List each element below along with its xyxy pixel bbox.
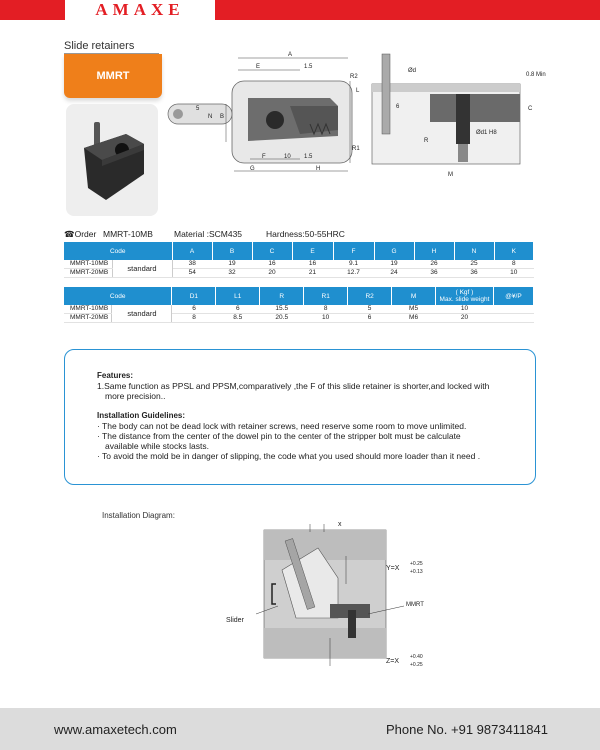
- guideline-line: available while stocks lasts.: [105, 441, 209, 451]
- brand-logo: AMAXE: [62, 0, 218, 20]
- svg-text:0.8 Min: 0.8 Min: [526, 72, 546, 78]
- svg-text:E: E: [256, 64, 261, 70]
- svg-text:F: F: [262, 154, 266, 160]
- guideline-line: · The body can not be dead lock with retainer screws, need reserve some room to move unlimited.: [97, 421, 467, 431]
- svg-text:N: N: [208, 114, 213, 120]
- table-header-row: Code A B C E F G H N K: [64, 242, 534, 260]
- website-link[interactable]: www.amaxetech.com: [54, 722, 177, 737]
- guideline-line: · The distance from the center of the dowel pin to the center of the stripper bolt must be calculate: [97, 431, 461, 441]
- installation-diagram: [226, 518, 456, 670]
- footer-bar: [0, 708, 600, 750]
- svg-text:C: C: [528, 106, 533, 112]
- order-code: MMRT-10MB: [103, 229, 153, 239]
- svg-text:H: H: [316, 166, 321, 172]
- product-tag: MMRT: [64, 54, 162, 98]
- feature-line: 1.Same function as PPSL and PPSM,comparatively ,the F of this slide retainer is shorter,and locked with: [97, 381, 490, 391]
- svg-text:Ød: Ød: [408, 68, 417, 74]
- order-label: ☎Order: [64, 229, 97, 239]
- table-header-row: Code D1 L1 R R1 R2 M ( Kgf ) Max. slide weight @¥/P: [64, 287, 534, 305]
- section-title: Slide retainers: [64, 40, 135, 52]
- guideline-line: · To avoid the mold be in danger of slipping, the code what you used should more loader than it need .: [97, 451, 481, 461]
- svg-text:R2: R2: [350, 74, 358, 80]
- svg-text:Slider: Slider: [226, 617, 244, 624]
- table-row: MMRT-20MB 54 32 20 21 12.7 24 36 36 10: [64, 269, 534, 278]
- svg-text:M: M: [448, 172, 453, 178]
- svg-text:MMRT: MMRT: [406, 602, 424, 608]
- features-box: [64, 349, 536, 485]
- material: Material :SCM435: [174, 229, 243, 239]
- spec-table-1: [64, 242, 534, 278]
- table-row: MMRT-10MB standard 38 19 16 16 9.1 19 26 25 8: [64, 260, 534, 269]
- svg-text:x: x: [338, 521, 342, 528]
- svg-text:1.5: 1.5: [304, 64, 313, 70]
- svg-text:10: 10: [284, 154, 291, 160]
- installation-diagram-label: Installation Diagram:: [102, 511, 175, 520]
- phone-number: Phone No. +91 9873411841: [385, 722, 548, 737]
- svg-text:R: R: [424, 138, 429, 144]
- svg-text:A: A: [288, 52, 293, 58]
- svg-text:Z=X: Z=X: [386, 658, 400, 665]
- svg-text:+0.25: +0.25: [410, 561, 423, 567]
- svg-text:G: G: [250, 166, 255, 172]
- table-row: MMRT-10MB standard 6 6 15.5 8 5 M5 10: [64, 305, 534, 314]
- svg-text:5: 5: [196, 106, 200, 112]
- feature-line: more precision..: [105, 391, 166, 401]
- product-photo: [66, 104, 158, 216]
- hardness: Hardness:50-55HRC: [266, 229, 345, 239]
- technical-drawing: [160, 46, 550, 226]
- svg-text:1.5: 1.5: [304, 154, 313, 160]
- table-row: MMRT-20MB 8 8.5 20.5 10 6 M6 20: [64, 314, 534, 323]
- features-title: Features:: [97, 371, 134, 380]
- svg-text:Y=X: Y=X: [386, 565, 400, 572]
- install-title: Installation Guidelines:: [97, 411, 186, 420]
- svg-text:+0.13: +0.13: [410, 569, 423, 575]
- svg-text:L: L: [356, 88, 360, 94]
- svg-text:Ød1 H8: Ød1 H8: [476, 130, 497, 136]
- svg-text:R1: R1: [352, 146, 360, 152]
- svg-text:6: 6: [396, 104, 400, 110]
- svg-text:+0.40: +0.40: [410, 654, 423, 660]
- svg-text:+0.25: +0.25: [410, 662, 423, 668]
- svg-text:B: B: [220, 114, 225, 120]
- spec-table-2: [64, 287, 534, 323]
